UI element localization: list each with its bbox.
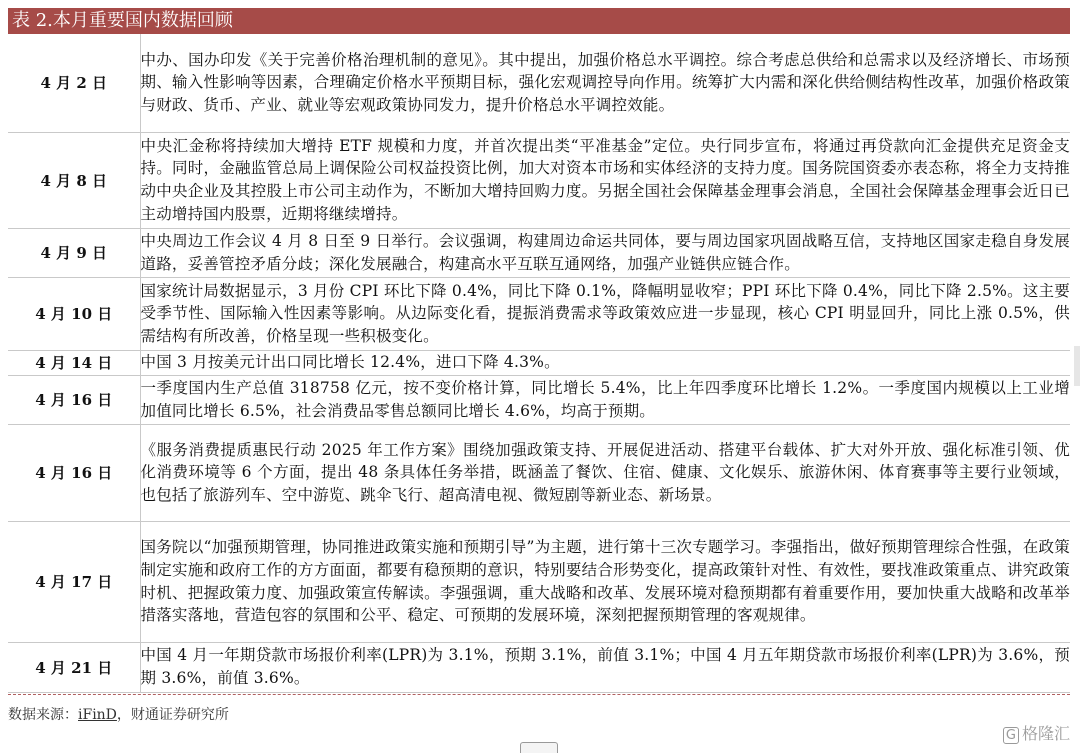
event-text: 国家统计局数据显示，3 月份 CPI 环比下降 0.4%，同比下降 0.1%，降幅明显收窄；PPI 环比下降 0.4%，同比下降 2.5%。这主要受季节性、国际输入性因素等影响。从边际变化看，提振消费需求等政策效应进一步显现，核心 CPI 明显回升，同比上涨 0.5%，供需结构有所改善，价格呈现一些积极变化。 <box>140 277 1070 350</box>
watermark-logo <box>1003 721 1070 744</box>
scrollbar-thumb[interactable] <box>1074 346 1080 386</box>
divider <box>8 694 1070 695</box>
date-cell: 4 月 16 日 <box>8 375 140 424</box>
table-row <box>8 277 1070 350</box>
table-row <box>8 228 1070 277</box>
date-cell: 4 月 14 日 <box>8 350 140 375</box>
table-row <box>8 642 1070 692</box>
date-cell: 4 月 10 日 <box>8 277 140 350</box>
event-text: 中央周边工作会议 4 月 8 日至 9 日举行。会议强调，构建周边命运共同体，要与周边国家巩固战略互信，支持地区国家走稳自身发展道路，妥善管控矛盾分歧；深化发展融合，构建高水平互联互通网络，加强产业链供应链合作。 <box>140 228 1070 277</box>
table-row <box>8 34 1070 132</box>
page-tab-handle[interactable] <box>520 742 558 753</box>
date-cell: 4 月 2 日 <box>8 34 140 132</box>
event-text: 《服务消费提质惠民行动 2025 年工作方案》围绕加强政策支持、开展促进活动、搭建平台载体、扩大对外开放、强化标准引领、优化消费环境等 6 个方面，提出 48 条具体任务举措，既涵盖了餐饮、住宿、健康、文化娱乐、旅游休闲、体育赛事等主要行业领域，也包括了旅游列车、空中游览、跳伞飞行、超高清电视、微短剧等新业态、新场景。 <box>140 424 1070 521</box>
table-row <box>8 132 1070 228</box>
date-cell: 4 月 21 日 <box>8 642 140 692</box>
source-link[interactable]: iFinD <box>78 707 117 723</box>
logo-icon: G <box>1003 727 1019 744</box>
date-cell: 4 月 17 日 <box>8 521 140 642</box>
date-cell: 4 月 8 日 <box>8 132 140 228</box>
source-prefix: 数据来源： <box>8 707 78 723</box>
date-cell: 4 月 16 日 <box>8 424 140 521</box>
source-note <box>8 704 229 724</box>
table-row <box>8 521 1070 642</box>
table-row <box>8 424 1070 521</box>
source-suffix: ，财通证券研究所 <box>116 707 229 723</box>
table-row <box>8 350 1070 375</box>
event-text: 中国 3 月按美元计出口同比增长 12.4%，进口下降 4.3%。 <box>140 350 1070 375</box>
date-cell: 4 月 9 日 <box>8 228 140 277</box>
event-text: 一季度国内生产总值 318758 亿元，按不变价格计算，同比增长 5.4%，比上年四季度环比增长 1.2%。一季度国内规模以上工业增加值同比增长 6.5%，社会消费品零售总额同比增长 4.6%，均高于预期。 <box>140 375 1070 424</box>
watermark-text: 格隆汇 <box>1021 724 1070 743</box>
event-text: 国务院以“加强预期管理，协同推进政策实施和预期引导”为主题，进行第十三次专题学习。李强指出，做好预期管理综合性强，在政策制定实施和政府工作的方方面面，都要有稳预期的意识，特别要结合形势变化，提高政策针对性、有效性，要找准政策重点、讲究政策时机、把握政策力度、加强政策宣传解读。李强强调，重大战略和改革、发展环境对稳预期都有着重要作用，要加快重大战略和改革举措落实落地，营造包容的氛围和公平、稳定、可预期的发展环境，深刻把握预期管理的客观规律。 <box>140 521 1070 642</box>
table-row <box>8 375 1070 424</box>
event-text: 中国 4 月一年期贷款市场报价利率(LPR)为 3.1%，预期 3.1%，前值 3.1%；中国 4 月五年期贷款市场报价利率(LPR)为 3.6%，预期 3.6%，前值 3.6%。 <box>140 642 1070 692</box>
event-text: 中办、国办印发《关于完善价格治理机制的意见》。其中提出，加强价格总水平调控。综合考虑总供给和总需求以及经济增长、市场预期、输入性影响等因素，合理确定价格水平预期目标，强化宏观调控导向作用。统筹扩大内需和深化供给侧结构性改革，加强价格政策与财政、货币、产业、就业等宏观政策协同发力，提升价格总水平调控效能。 <box>140 34 1070 132</box>
table-title: 表 2.本月重要国内数据回顾 <box>8 8 1070 34</box>
event-text: 中央汇金称将持续加大增持 ETF 规模和力度，并首次提出类“平准基金”定位。央行同步宣布，将通过再贷款向汇金提供充足资金支持。同时，金融监管总局上调保险公司权益投资比例，加大对资本市场和实体经济的支持力度。国务院国资委亦表态称，将全力支持推动中央企业及其控股上市公司主动作为，不断加大增持回购力度。另据全国社会保障基金理事会消息，全国社会保障基金理事会近日已主动增持国内股票，近期将继续增持。 <box>140 132 1070 228</box>
events-table <box>8 34 1070 693</box>
